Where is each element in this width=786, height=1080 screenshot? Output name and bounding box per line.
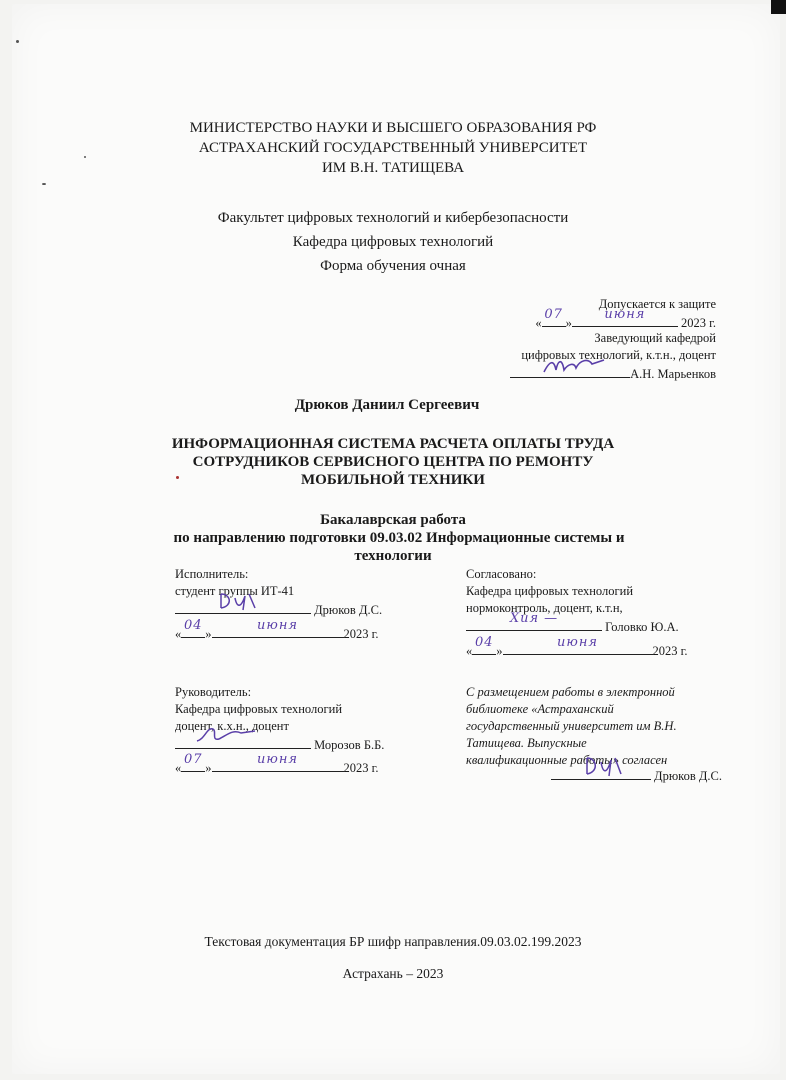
signature-mark [581,754,629,778]
study-form-line: Форма обучения очная [320,258,466,274]
thesis-title-line3: МОБИЛЬНОЙ ТЕХНИКИ [301,472,485,488]
signature-field [175,600,311,614]
supervisor-signature-line [175,735,384,753]
scan-speck [16,40,19,43]
agreed-name: Головко Ю.А. [605,620,679,634]
date-year: 2023 г. [343,761,379,775]
agreed-role: нормоконтроль, доцент, к.т.н, [466,601,623,615]
signature-field [466,611,602,631]
supervisor-date [175,752,379,776]
direction-line2: технологии [354,548,432,564]
head-signature-line [510,364,716,382]
date-quote-close: » [565,316,572,330]
consent-line5: квалификационные работы» согласен [466,753,668,767]
handwritten-signature: Хия — [509,611,559,626]
date-month-field [212,618,344,638]
signature-mark [540,354,610,378]
consent-line4: Татищева. Выпускные [466,736,587,750]
executor-group: студент группы ИТ-41 [175,584,295,598]
handwritten-day: 04 [183,618,203,633]
date-day-field [181,752,205,772]
department-line: Кафедра цифровых технологий [292,234,494,250]
signature-field [551,766,651,780]
city-year-line: Астрахань – 2023 [342,966,444,981]
date-quote-open: « [466,644,473,658]
supervisor-dept: Кафедра цифровых технологий [175,702,343,716]
handwritten-month: июня [604,307,646,322]
date-quote-open: « [535,316,542,330]
date-quote-open: « [175,627,182,641]
agreed-date [466,635,688,659]
handwritten-month: июня [257,618,298,633]
executor-name: Дрюков Д.С. [314,603,383,617]
date-year: 2023 г. [343,627,379,641]
consent-line3: государственный университет им В.Н. [466,719,677,733]
consent-line1: С размещением работы в электронной [466,685,675,699]
executor-label: Исполнитель: [175,567,249,581]
head-desc: цифровых технологий, к.т.н., доцент [521,348,716,362]
date-day-field [181,618,205,638]
date-quote-close: » [496,644,503,658]
scan-corner-mark [771,0,786,14]
date-day-field [542,307,566,327]
agreed-label: Согласовано: [466,567,537,581]
approval-date [535,307,716,331]
supervisor-role: доцент, к.х.н., доцент [175,719,289,733]
date-month-field [212,752,344,772]
head-name: А.Н. Марьенков [630,367,716,381]
date-quote-close: » [205,627,212,641]
thesis-title-line2: СОТРУДНИКОВ СЕРВИСНОГО ЦЕНТРА ПО РЕМОНТУ [192,454,594,470]
author-name: Дрюков Даниил Сергеевич [294,397,480,413]
head-title: Заведующий кафедрой [594,331,716,345]
date-month-field [572,307,678,327]
date-day-field [472,635,496,655]
consent-name: Дрюков Д.С. [654,769,722,783]
doc-code-line: Текстовая документация БР шифр направления.09.03.02.199.2023 [204,934,582,949]
thesis-title-line1: ИНФОРМАЦИОННАЯ СИСТЕМА РАСЧЕТА ОПЛАТЫ ТРУДА [171,436,615,452]
work-type: Бакалаврская работа [320,512,466,528]
date-quote-close: » [205,761,212,775]
university-name-heading: ИМ В.Н. ТАТИЩЕВА [321,160,465,176]
handwritten-day: 04 [474,635,494,650]
faculty-line: Факультет цифровых технологий и кибербезопасности [217,210,569,226]
executor-signature-line [175,600,382,618]
handwritten-month: июня [557,635,598,650]
admitted-label: Допускается к защите [598,297,716,311]
supervisor-label: Руководитель: [175,685,252,699]
signature-field [175,735,311,749]
date-month-field [503,635,653,655]
ministry-heading: МИНИСТЕРСТВО НАУКИ И ВЫСШЕГО ОБРАЗОВАНИЯ РФ [189,120,597,136]
handwritten-day: 07 [544,307,563,322]
scan-speck [42,183,46,185]
date-quote-open: « [175,761,182,775]
agreed-signature-line [466,611,679,635]
agreed-dept: Кафедра цифровых технологий [466,584,634,598]
consent-signature-line [551,766,722,784]
handwritten-month: июня [257,752,298,767]
signature-mark [215,590,265,612]
direction-line1: по направлению подготовки 09.03.02 Информационные системы и [173,530,625,546]
signature-mark [193,723,263,747]
consent-line2: библиотеке «Астраханский [466,702,614,716]
supervisor-name: Морозов Б.Б. [314,738,385,752]
date-year: 2023 г. [681,316,716,330]
signature-field [510,364,630,378]
executor-date [175,618,379,642]
handwritten-day: 07 [183,752,203,767]
university-heading: АСТРАХАНСКИЙ ГОСУДАРСТВЕННЫЙ УНИВЕРСИТЕТ [198,140,588,156]
date-year: 2023 г. [652,644,688,658]
